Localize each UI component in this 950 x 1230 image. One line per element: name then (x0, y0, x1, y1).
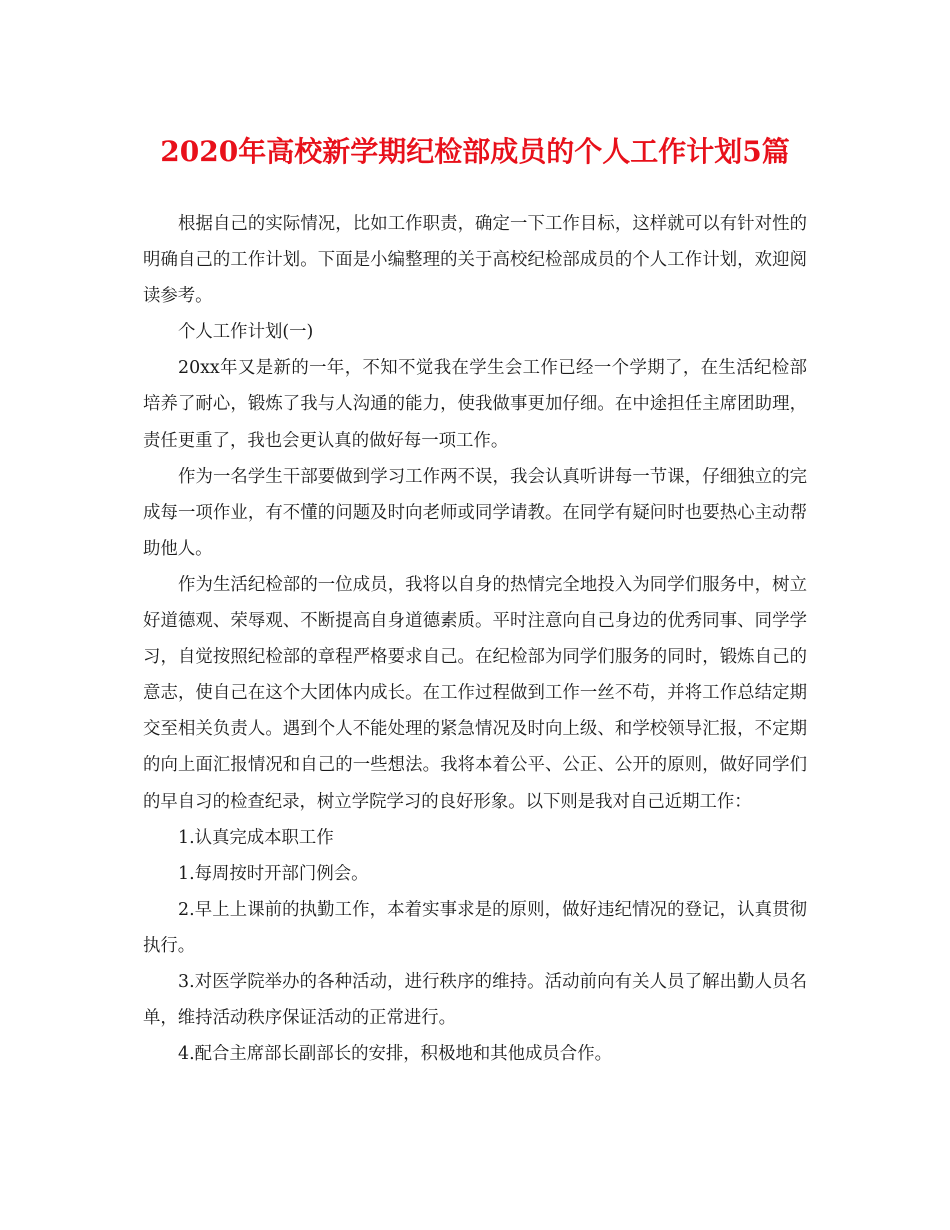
list-item: 3.对医学院举办的各种活动，进行秩序的维持。活动前向有关人员了解出勤人员名单，维持活动秩序保证活动的正常进行。 (143, 971, 807, 1029)
list-item: 4.配合主席部长副部长的安排，积极地和其他成员合作。 (178, 1044, 612, 1065)
body-paragraph: 作为一名学生干部要做到学习工作两不误，我会认真听讲每一节课，仔细独立的完成每一项作业，有不懂的问题及时向老师或同学请教。在同学有疑问时也要热心主动帮助他人。 (143, 466, 807, 559)
document-title: 2020年高校新学期纪检部成员的个人工作计划5篇 (160, 135, 790, 168)
intro-paragraph: 根据自己的实际情况，比如工作职责，确定一下工作目标，这样就可以有针对性的明确自己的工作计划。下面是小编整理的关于高校纪检部成员的个人工作计划，欢迎阅读参考。 (143, 214, 807, 307)
list-heading: 1.认真完成本职工作 (178, 827, 334, 848)
list-item: 1.每周按时开部门例会。 (178, 863, 369, 884)
section-heading: 个人工作计划(一) (178, 322, 314, 343)
list-item: 2.早上上课前的执勤工作，本着实事求是的原则，做好违纪情况的登记，认真贯彻执行。 (143, 899, 807, 956)
body-paragraph: 作为生活纪检部的一位成员，我将以自身的热情完全地投入为同学们服务中，树立好道德观、荣辱观、不断提高自身道德素质。平时注意向自己身边的优秀同事、同学学习，自觉按照纪检部的章程严格要求自己。在纪检部为同学们服务的同时，锻炼自己的意志，使自己在这个大团体内成长。在工作过程做到工作一丝不苟，并将工作总结定期交至相关负责人。遇到个人不能处理的紧急情况及时向上级、和学校领导汇报，不定期的向上面汇报情况和自己的一些想法。我将本着公平、公正、公开的原则，做好同学们的早自习的检查纪录，树立学院学习的良好形象。以下则是我对自己近期工作： (143, 574, 807, 812)
document-body (143, 206, 807, 1072)
body-paragraph: 20xx年又是新的一年，不知不觉我在学生会工作已经一个学期了，在生活纪检部培养了耐心，锻炼了我与人沟通的能力，使我做事更加仔细。在中途担任主席团助理，责任更重了，我也会更认真的做好每一项工作。 (143, 358, 807, 451)
